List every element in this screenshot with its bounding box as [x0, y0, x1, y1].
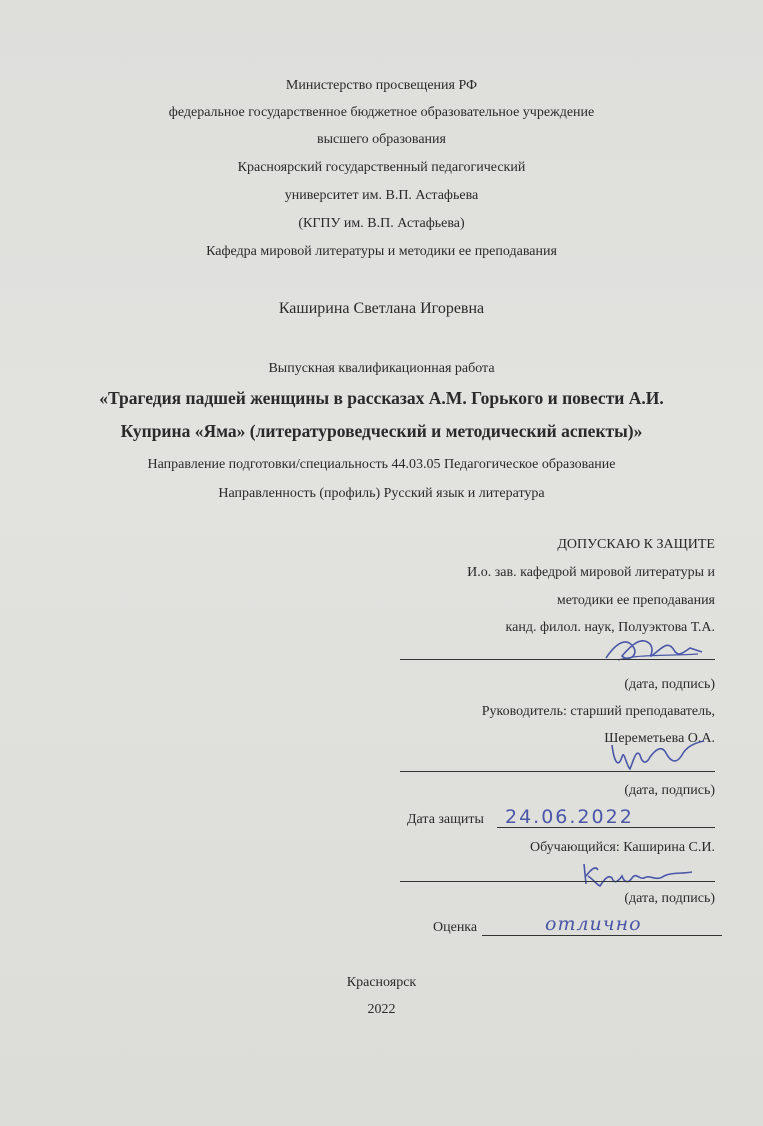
approval-date-sign-caption: (дата, подпись)	[624, 677, 715, 692]
supervisor-date-sign-caption: (дата, подпись)	[624, 783, 715, 798]
work-type: Выпускная квалификационная работа	[268, 361, 495, 376]
student-signature-line	[400, 881, 715, 882]
university-line-1: Красноярский государственный педагогический	[237, 160, 526, 175]
supervisor-name: Шереметьева О.А.	[604, 731, 715, 746]
university-line-2: университет им. В.П. Астафьева	[284, 188, 479, 203]
approval-signature-line	[400, 659, 715, 660]
education-level-line: высшего образования	[317, 132, 446, 147]
profile-line: Направленность (профиль) Русский язык и литература	[218, 486, 545, 501]
approval-line-1: И.о. зав. кафедрой мировой литературы и	[467, 565, 715, 580]
department-line: Кафедра мировой литературы и методики ее преподавания	[206, 244, 557, 259]
head-signature	[598, 630, 708, 670]
ministry-line: Министерство просвещения РФ	[285, 78, 478, 93]
defense-date-handwritten: 24.06.2022	[505, 806, 634, 828]
student-date-sign-caption: (дата, подпись)	[624, 891, 715, 906]
supervisor-signature-line	[400, 771, 715, 772]
grade-label: Оценка	[433, 920, 478, 935]
approval-heading: ДОПУСКАЮ К ЗАЩИТЕ	[557, 537, 715, 552]
author-name: Каширина Светлана Игоревна	[278, 300, 485, 317]
student-line: Обучающийся: Каширина С.И.	[529, 840, 715, 855]
grade-line	[482, 935, 722, 936]
city: Красноярск	[346, 975, 417, 990]
grade-handwritten: отлично	[545, 913, 642, 935]
university-abbreviation: (КГПУ им. В.П. Астафьева)	[298, 216, 465, 231]
year: 2022	[367, 1002, 396, 1017]
direction-line: Направление подготовки/специальность 44.03.05 Педагогическое образование	[147, 457, 616, 472]
thesis-title-line-2: Куприна «Яма» (литературоведческий и методический аспекты)»	[120, 421, 643, 441]
supervisor-position: Руководитель: старший преподаватель,	[481, 704, 715, 719]
student-signature	[578, 858, 698, 894]
thesis-title-line-1: «Трагедия падшей женщины в рассказах А.М. Горького и повести А.И.	[99, 388, 664, 408]
approval-line-3: канд. филол. наук, Полуэктова Т.А.	[505, 620, 715, 635]
approval-line-2: методики ее преподавания	[556, 593, 715, 608]
institution-type-line: федеральное государственное бюджетное образовательное учреждение	[168, 105, 595, 120]
defense-date-label: Дата защиты	[407, 812, 484, 827]
